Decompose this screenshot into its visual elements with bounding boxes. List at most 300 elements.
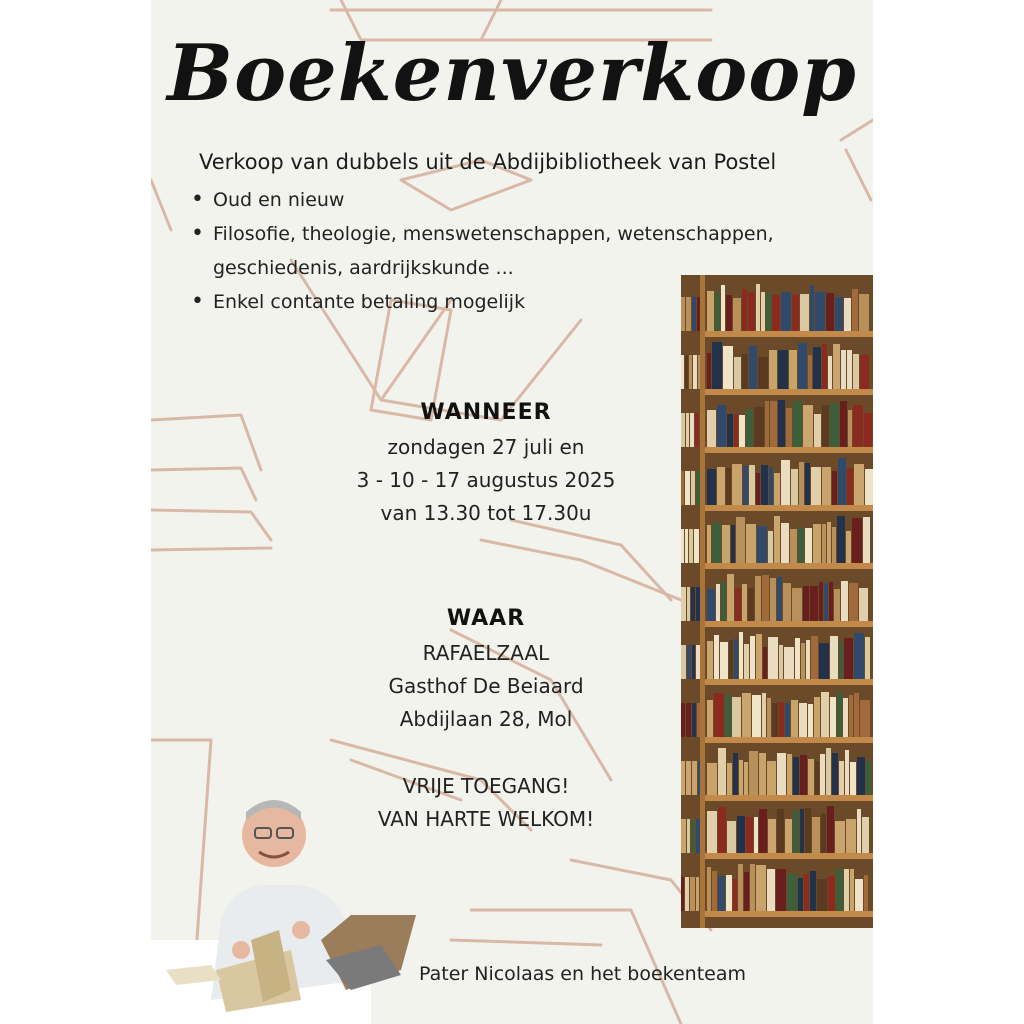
- book-spine: [686, 761, 691, 795]
- book-spine: [837, 516, 845, 563]
- book-spine: [718, 748, 726, 795]
- book-spine: [808, 355, 812, 389]
- book-spine: [681, 471, 684, 505]
- book-spine: [819, 582, 823, 621]
- book-spine: [757, 526, 767, 563]
- book-spine: [716, 584, 720, 621]
- book-spine: [805, 463, 810, 505]
- book-spine: [681, 819, 686, 853]
- book-spine: [739, 760, 743, 795]
- book-spine: [777, 577, 782, 621]
- book-spine: [859, 588, 868, 621]
- book-spine: [793, 757, 799, 795]
- bookshelf-photo: [681, 275, 873, 928]
- book-spine: [707, 589, 715, 621]
- book-spine: [824, 583, 828, 621]
- book-spine: [826, 748, 831, 795]
- book-spine: [693, 355, 697, 389]
- book-spine: [850, 762, 856, 795]
- book-spine: [837, 691, 842, 737]
- book-spine: [817, 879, 827, 911]
- book-spine: [767, 761, 776, 795]
- book-spine: [754, 817, 758, 853]
- book-spine: [746, 817, 753, 853]
- book-spine: [735, 588, 741, 621]
- book-spine: [836, 869, 843, 911]
- shelf-board: [703, 621, 873, 627]
- book-spine: [696, 877, 699, 911]
- book-spine: [778, 400, 785, 447]
- book-spine: [727, 821, 736, 853]
- book-spine: [793, 810, 799, 853]
- book-spine: [739, 632, 743, 679]
- book-spine: [750, 636, 755, 679]
- book-spine: [805, 808, 811, 853]
- book-spine: [854, 464, 864, 505]
- book-spine: [841, 581, 848, 621]
- book-spine: [860, 700, 870, 737]
- book-spine: [795, 638, 800, 679]
- book-spine: [727, 414, 733, 447]
- book-spine: [691, 819, 695, 853]
- book-spine: [749, 751, 758, 795]
- book-spine: [767, 698, 771, 737]
- book-spine: [849, 695, 853, 737]
- book-spine: [768, 531, 773, 563]
- book-spine: [720, 642, 728, 679]
- book-spine: [774, 516, 780, 563]
- when-line: 3 - 10 - 17 augustus 2025: [356, 468, 616, 492]
- book-spine: [792, 588, 802, 621]
- book-spine: [830, 697, 836, 737]
- book-spine: [783, 583, 791, 621]
- book-spine: [822, 405, 829, 447]
- book-spine: [777, 753, 786, 795]
- book-spine: [691, 471, 695, 505]
- book-spine: [696, 471, 700, 505]
- book-spine: [846, 819, 856, 853]
- book-spine: [865, 637, 870, 679]
- book-spine: [727, 574, 734, 621]
- book-spine: [812, 817, 820, 853]
- book-spine: [690, 877, 695, 911]
- book-spine: [754, 407, 764, 447]
- shelf-post: [700, 275, 705, 928]
- book-spine: [857, 757, 865, 795]
- book-spine: [768, 819, 776, 853]
- book-spine: [756, 634, 762, 679]
- book-spine: [733, 298, 741, 331]
- book-spine: [862, 817, 869, 853]
- page-title: Boekenverkoop: [167, 28, 857, 119]
- when-section: [341, 400, 631, 530]
- book-spine: [692, 761, 697, 795]
- book-spine: [770, 401, 777, 447]
- book-spine: [800, 755, 807, 795]
- book-spine: [718, 807, 726, 853]
- book-spine: [733, 753, 738, 795]
- book-spine: [847, 350, 852, 389]
- book-spine: [739, 415, 745, 447]
- book-spine: [854, 633, 864, 679]
- book-spine: [681, 413, 685, 447]
- when-line: van 13.30 tot 17.30u: [380, 501, 592, 525]
- book-spine: [687, 645, 691, 679]
- book-spine: [746, 409, 753, 447]
- book-spine: [806, 640, 810, 679]
- book-spine: [756, 473, 760, 505]
- book-spine: [785, 703, 790, 737]
- book-spine: [685, 355, 688, 389]
- book-spine: [844, 638, 853, 679]
- book-spine: [723, 346, 733, 389]
- book-spine: [781, 523, 789, 563]
- book-spine: [689, 529, 693, 563]
- book-spine: [810, 586, 818, 621]
- book-spine: [742, 289, 747, 331]
- book-spine: [822, 467, 831, 505]
- shelf-board: [703, 563, 873, 569]
- book-spine: [696, 819, 700, 853]
- book-spine: [715, 292, 720, 331]
- book-spine: [707, 763, 717, 795]
- book-spine: [714, 693, 724, 737]
- book-spine: [810, 871, 816, 911]
- book-spine: [847, 468, 853, 505]
- book-spine: [734, 639, 738, 679]
- book-spine: [726, 295, 732, 331]
- book-spine: [681, 877, 684, 911]
- book-spine: [839, 642, 843, 679]
- book-spine: [860, 355, 869, 389]
- book-spine: [725, 694, 731, 737]
- book-spine: [863, 517, 870, 563]
- book-spine: [749, 465, 755, 505]
- book-spine: [714, 635, 719, 679]
- list-item: • Filosofie, theologie, menswetenschappen, wetenschappen,: [191, 217, 841, 251]
- book-spine: [681, 761, 685, 795]
- list-item-continued: geschiedenis, aardrijkskunde ...: [213, 257, 514, 279]
- book-spine: [691, 587, 695, 621]
- book-spine: [786, 408, 792, 447]
- book-spine: [727, 763, 732, 795]
- book-spine: [685, 877, 689, 911]
- book-spine: [791, 700, 798, 737]
- book-spine: [832, 527, 836, 563]
- book-spine: [804, 874, 809, 911]
- book-spine: [707, 291, 714, 331]
- book-spine: [779, 645, 783, 679]
- book-spine: [805, 528, 812, 563]
- shelf-board: [703, 737, 873, 743]
- book-spine: [785, 819, 792, 853]
- book-spine: [762, 693, 766, 737]
- book-spine: [772, 703, 778, 737]
- book-spine: [857, 809, 861, 853]
- book-spine: [707, 641, 713, 679]
- book-spine: [726, 468, 731, 505]
- book-spine: [748, 588, 754, 621]
- book-spine: [707, 410, 716, 447]
- book-spine: [808, 704, 813, 737]
- book-spine: [827, 522, 831, 563]
- book-spine: [777, 809, 784, 853]
- book-spine: [827, 806, 834, 853]
- book-spine: [692, 297, 696, 331]
- book-spine: [850, 869, 854, 911]
- book-spine: [828, 876, 835, 911]
- book-spine: [822, 524, 826, 563]
- book-spine: [752, 695, 761, 737]
- book-spine: [848, 410, 852, 447]
- book-spine: [793, 401, 802, 447]
- book-spine: [748, 292, 755, 331]
- book-spine: [845, 750, 849, 795]
- book-spine: [756, 284, 760, 331]
- notice-line: VAN HARTE WELKOM!: [377, 807, 595, 831]
- book-spine: [832, 471, 837, 505]
- book-spine: [707, 700, 713, 737]
- book-spine: [787, 874, 797, 911]
- flyer-page: [151, 0, 873, 1024]
- bookshelf-illustration: [681, 275, 873, 928]
- book-spine: [695, 413, 699, 447]
- book-spine: [778, 350, 788, 389]
- book-spine: [767, 869, 775, 911]
- book-spine: [686, 413, 689, 447]
- book-spine: [681, 703, 685, 737]
- when-line: zondagen 27 juli en: [387, 435, 585, 459]
- book-spine: [808, 759, 814, 795]
- book-spine: [843, 698, 848, 737]
- book-spine: [833, 344, 840, 389]
- book-spine: [712, 342, 722, 389]
- book-spine: [729, 640, 733, 679]
- shelf-board: [703, 679, 873, 685]
- book-spine: [854, 693, 859, 737]
- book-spine: [759, 809, 767, 853]
- book-spine: [685, 529, 688, 563]
- book-spine: [841, 350, 846, 389]
- book-spine: [784, 647, 794, 679]
- book-spine: [838, 458, 846, 505]
- book-spine: [681, 297, 685, 331]
- where-line: Abdijlaan 28, Mol: [399, 707, 573, 731]
- book-spine: [839, 761, 844, 795]
- book-spine: [853, 354, 859, 389]
- book-spine: [813, 524, 821, 563]
- book-spine: [721, 582, 726, 621]
- book-spine: [815, 292, 825, 331]
- book-spine: [743, 466, 748, 505]
- book-spine: [819, 643, 829, 679]
- book-spine: [694, 529, 699, 563]
- book-spine: [761, 465, 768, 505]
- notice-line: VRIJE TOEGANG!: [402, 774, 570, 798]
- book-spine: [840, 401, 847, 447]
- book-spine: [756, 865, 766, 911]
- book-spine: [733, 879, 737, 911]
- book-spine: [829, 582, 833, 621]
- book-spine: [765, 401, 769, 447]
- book-spine: [849, 583, 858, 621]
- book-spine: [758, 357, 768, 389]
- book-spine: [792, 294, 799, 331]
- book-spine: [737, 816, 745, 853]
- list-item: • Enkel contante betaling mogelijk: [191, 285, 841, 319]
- book-spine: [830, 636, 838, 679]
- shelf-board: [703, 447, 873, 453]
- book-spine: [734, 414, 738, 447]
- book-spine: [774, 473, 780, 505]
- list-item: • Oud en nieuw: [191, 183, 841, 217]
- book-spine: [687, 587, 690, 621]
- book-spine: [742, 584, 747, 621]
- book-spine: [787, 754, 792, 795]
- book-spine: [781, 292, 791, 331]
- book-spine: [779, 702, 784, 737]
- book-spine: [734, 357, 741, 389]
- book-spine: [761, 292, 765, 331]
- book-spine: [813, 347, 821, 389]
- book-spine: [830, 403, 839, 447]
- book-spine: [820, 754, 825, 795]
- book-spine: [789, 350, 797, 389]
- book-spine: [707, 469, 716, 505]
- book-spine: [835, 297, 843, 331]
- book-spine: [811, 467, 821, 505]
- book-spine: [738, 864, 743, 911]
- book-spine: [766, 293, 771, 331]
- book-spine: [815, 761, 819, 795]
- where-line: Gasthof De Beiaard: [388, 674, 584, 698]
- signature: Pater Nicolaas en het boekenteam: [419, 963, 747, 985]
- book-spine: [811, 636, 818, 679]
- book-spine: [828, 356, 832, 389]
- book-spine: [864, 413, 872, 447]
- book-spine: [790, 529, 797, 563]
- book-spine: [681, 529, 684, 563]
- book-spine: [707, 525, 711, 563]
- book-spine: [707, 811, 717, 853]
- book-spine: [799, 462, 804, 505]
- book-spine: [762, 575, 769, 621]
- subtitle: Verkoop van dubbels uit de Abdijbibliotheek van Postel: [199, 150, 777, 174]
- book-spine: [732, 697, 741, 737]
- book-spine: [692, 703, 696, 737]
- book-spine: [846, 531, 851, 563]
- book-spine: [832, 753, 838, 795]
- book-spine: [835, 821, 845, 853]
- book-spine: [746, 524, 756, 563]
- book-spine: [803, 405, 813, 447]
- book-spine: [712, 523, 721, 563]
- book-spine: [681, 645, 686, 679]
- book-spine: [852, 289, 858, 331]
- book-spine: [744, 762, 748, 795]
- book-spine: [791, 469, 798, 505]
- book-spine: [769, 350, 777, 389]
- book-spine: [726, 875, 732, 911]
- shelf-board: [703, 795, 873, 801]
- book-spine: [781, 460, 790, 505]
- book-spine: [697, 297, 700, 331]
- shelf-board: [703, 853, 873, 859]
- book-spine: [689, 355, 692, 389]
- when-heading: WANNEER: [420, 400, 552, 425]
- book-spine: [742, 354, 748, 389]
- book-spine: [687, 819, 690, 853]
- book-spine: [864, 875, 868, 911]
- book-spine: [690, 413, 694, 447]
- book-spine: [826, 293, 834, 331]
- book-spine: [768, 637, 778, 679]
- book-spine: [717, 467, 725, 505]
- where-line: RAFAELZAAL: [422, 641, 550, 665]
- book-spine: [866, 761, 871, 795]
- book-spine: [799, 703, 807, 737]
- book-spine: [852, 518, 862, 563]
- book-spine: [681, 587, 686, 621]
- shelf-board: [703, 505, 873, 511]
- book-spine: [798, 878, 803, 911]
- book-spine: [685, 471, 690, 505]
- book-spine: [736, 517, 745, 563]
- book-spine: [731, 525, 735, 563]
- book-spine: [721, 285, 725, 331]
- book-spine: [844, 298, 851, 331]
- person-photo: [151, 790, 421, 1024]
- where-section: [341, 606, 631, 736]
- book-spine: [770, 578, 776, 621]
- book-spine: [803, 586, 809, 621]
- book-spine: [718, 876, 725, 911]
- book-spine: [810, 285, 814, 331]
- book-spine: [814, 414, 821, 447]
- book-spine: [759, 753, 766, 795]
- book-spine: [776, 869, 786, 911]
- book-spine: [798, 528, 804, 563]
- book-spine: [763, 647, 767, 679]
- book-spine: [707, 353, 711, 389]
- book-spine: [800, 294, 809, 331]
- book-spine: [800, 809, 804, 853]
- where-heading: WAAR: [446, 606, 526, 631]
- shelf-board: [703, 331, 873, 337]
- book-spine: [707, 867, 711, 911]
- book-spine: [865, 469, 873, 505]
- book-spine: [717, 405, 726, 447]
- book-spine: [732, 464, 742, 505]
- book-spine: [853, 405, 863, 447]
- book-spine: [801, 643, 805, 679]
- shelf-board: [703, 389, 873, 395]
- book-spine: [769, 467, 773, 505]
- book-spine: [722, 525, 730, 563]
- book-spine: [712, 871, 717, 911]
- book-spine: [742, 693, 751, 737]
- book-spine: [744, 644, 749, 679]
- book-spine: [822, 344, 827, 389]
- book-spine: [821, 814, 826, 853]
- book-spine: [744, 872, 749, 911]
- shelf-board: [703, 911, 873, 917]
- book-spine: [681, 355, 684, 389]
- book-spine: [686, 297, 691, 331]
- book-spine: [834, 589, 840, 621]
- book-spine: [686, 703, 691, 737]
- book-spine: [772, 295, 780, 331]
